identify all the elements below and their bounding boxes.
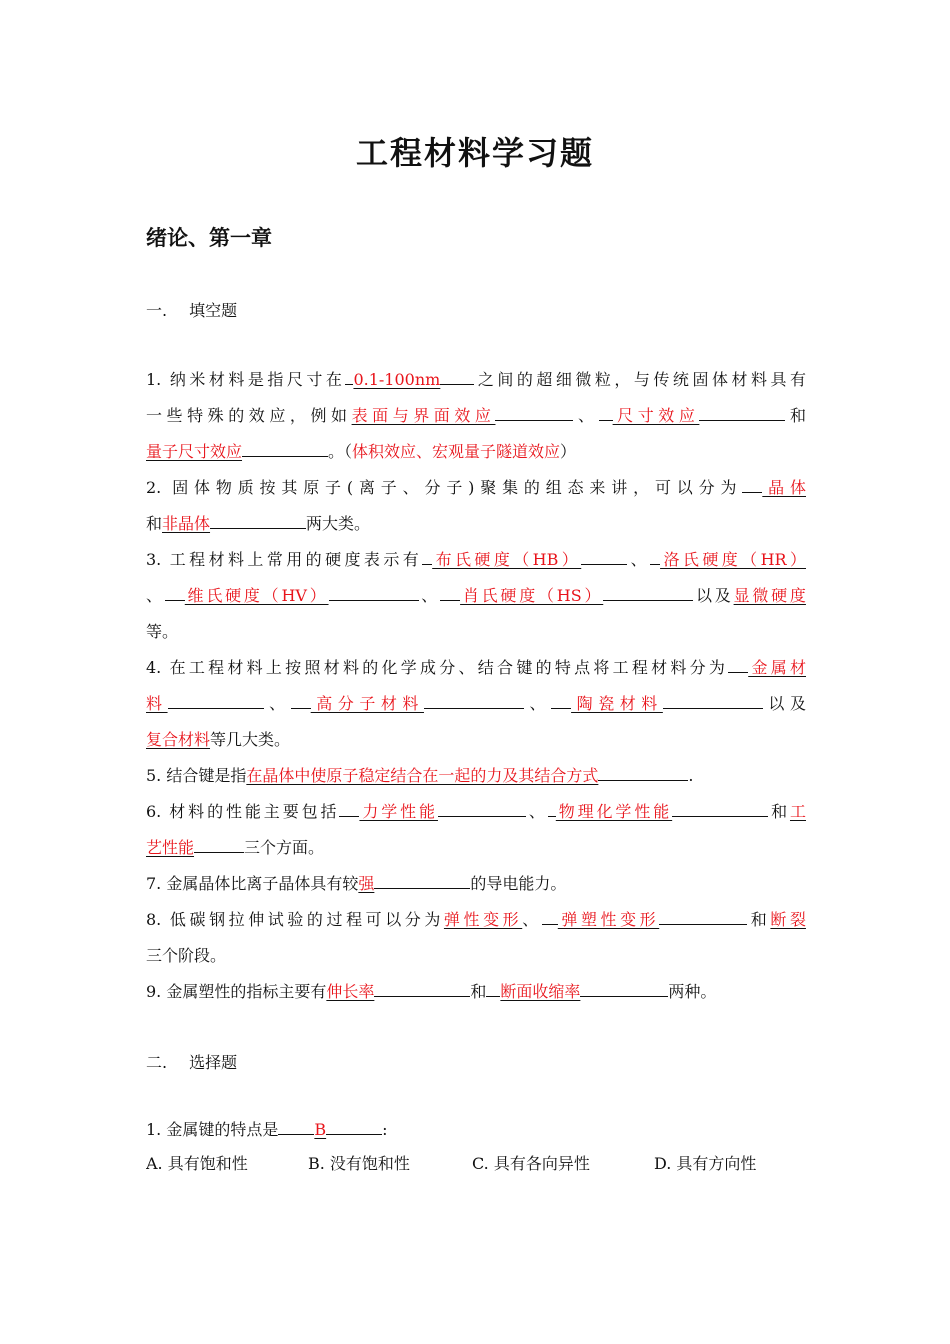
answer-text: 强 xyxy=(358,874,375,893)
question-2-line-1 xyxy=(146,470,806,506)
answer-text: 弹塑性变形 xyxy=(557,910,660,929)
section-label: 填空题 xyxy=(189,301,238,320)
answer-text: 弹性变形 xyxy=(443,910,523,929)
answer-text: 伸长率 xyxy=(326,982,375,1001)
question-text: 、 xyxy=(525,802,548,821)
question-1-line-3 xyxy=(146,434,806,470)
question-text: 、 xyxy=(522,910,542,929)
section-number: 一. xyxy=(146,301,168,320)
question-text: 以及 xyxy=(693,586,734,605)
question-text: 、 xyxy=(627,550,651,569)
question-6-line-2 xyxy=(146,830,806,866)
question-text: 等几大类。 xyxy=(210,730,291,749)
answer-text: 工 xyxy=(789,802,806,821)
question-text: 。（ xyxy=(328,442,353,461)
question-text: 三个阶段。 xyxy=(146,946,227,965)
question-1-line-1 xyxy=(146,362,806,398)
option-c: C. 具有各向异性 xyxy=(472,1154,590,1173)
question-text: 和 xyxy=(785,406,806,425)
question-text: . xyxy=(688,766,694,785)
section-heading-multiple-choice xyxy=(146,1050,237,1073)
document-title: 工程材料学习题 xyxy=(355,134,594,172)
question-text: 8. 低碳钢拉伸试验的过程可以分为 xyxy=(146,910,444,929)
question-text: 和 xyxy=(747,910,771,929)
answer-text: 洛氏硬度（HR） xyxy=(660,550,806,569)
question-text: 、 xyxy=(523,694,552,713)
answer-text: 艺性能 xyxy=(146,838,195,857)
question-text: 2. 固体物质按其原子(离子、分子)聚集的组态来讲，可以分为 xyxy=(146,478,743,497)
question-text: 1. 金属键的特点是 xyxy=(146,1120,279,1139)
question-text: 等。 xyxy=(146,622,179,641)
answer-text: 肖氏硬度（HS） xyxy=(460,586,604,605)
question-text: 5. 结合键是指 xyxy=(146,766,247,785)
question-text: 4. 在工程材料上按照材料的化学成分、结合键的特点将工程材料分为 xyxy=(146,658,729,677)
answer-text: 布氏硬度（HB） xyxy=(432,550,582,569)
option-d: D. 具有方向性 xyxy=(654,1154,757,1173)
question-text: 7. 金属晶体比离子晶体具有较 xyxy=(146,874,359,893)
answer-text: 在晶体中使原子稳定结合在一起的力及其结合方式 xyxy=(246,766,599,785)
question-3-line-2 xyxy=(146,578,806,614)
question-2-line-2 xyxy=(146,506,806,542)
question-text: 、 xyxy=(263,694,291,713)
section-label: 选择题 xyxy=(189,1053,238,1072)
question-7-line-1 xyxy=(146,866,806,902)
answer-text: 晶体 xyxy=(762,478,806,497)
section-number: 二. xyxy=(146,1053,168,1072)
option-a: A. 具有饱和性 xyxy=(146,1154,248,1173)
question-text: 和 xyxy=(146,514,163,533)
question-3-line-3 xyxy=(146,614,806,650)
answer-text: 量子尺寸效应 xyxy=(146,442,243,461)
question-1-line-2 xyxy=(146,398,806,434)
answer-text: 力学性能 xyxy=(359,802,438,821)
question-text: 一些特殊的效应，例如 xyxy=(146,406,352,425)
question-text: 、 xyxy=(573,406,599,425)
question-text: 两大类。 xyxy=(306,514,371,533)
answer-text: 表面与界面效应 xyxy=(351,406,496,425)
section-heading-fill-in xyxy=(146,298,237,321)
mc-question-1-options xyxy=(146,1146,806,1182)
question-text: 三个方面。 xyxy=(244,838,325,857)
question-text: : xyxy=(382,1120,388,1139)
question-5-line-1 xyxy=(146,758,806,794)
answer-text: 物理化学性能 xyxy=(555,802,673,821)
question-text: 两种。 xyxy=(668,982,717,1001)
question-6-line-1 xyxy=(146,794,806,830)
answer-text: 尺寸效应 xyxy=(612,406,700,425)
question-text: 以及 xyxy=(762,694,806,713)
question-text: 1. 纳米材料是指尺寸在 xyxy=(146,370,346,389)
mc-question-1-stem xyxy=(146,1112,806,1148)
question-text: 9. 金属塑性的指标主要有 xyxy=(146,982,327,1001)
question-text: 、 xyxy=(418,586,441,605)
answer-text: 料 xyxy=(146,694,168,713)
answer-text: 复合材料 xyxy=(146,730,211,749)
answer-text: 断裂 xyxy=(770,910,806,929)
answer-text: 显微硬度 xyxy=(733,586,806,605)
answer-text: 维氏硬度（HV） xyxy=(184,586,329,605)
question-text: 3. 工程材料上常用的硬度表示有 xyxy=(146,550,423,569)
question-text: ） xyxy=(560,442,577,461)
answer-text: 0.1-100nm xyxy=(353,370,441,389)
question-4-line-3 xyxy=(146,722,806,758)
answer-text: 断面收缩率 xyxy=(500,982,581,1001)
question-8-line-1 xyxy=(146,902,806,938)
option-b: B. 没有饱和性 xyxy=(308,1154,410,1173)
question-3-line-1 xyxy=(146,542,806,578)
question-8-line-2 xyxy=(146,938,806,974)
question-text: 的导电能力。 xyxy=(470,874,567,893)
answer-text: 非晶体 xyxy=(162,514,211,533)
answer-text: 陶瓷材料 xyxy=(571,694,663,713)
question-text: 、 xyxy=(146,586,165,605)
chapter-heading: 绪论、第一章 xyxy=(146,226,272,250)
question-text: 6. 材料的性能主要包括 xyxy=(146,802,340,821)
question-text: 和 xyxy=(768,802,790,821)
question-4-line-2 xyxy=(146,686,806,722)
question-9-line-1 xyxy=(146,974,806,1010)
answer-text: B xyxy=(314,1120,327,1139)
answer-text: 高分子材料 xyxy=(310,694,424,713)
answer-text: 体积效应、宏观量子隧道效应 xyxy=(352,442,561,461)
question-4-line-1 xyxy=(146,650,806,686)
question-text: 和 xyxy=(470,982,487,1001)
answer-text: 金属材 xyxy=(748,658,806,677)
question-text: 之间的超细微粒，与传统固体材料具有 xyxy=(474,370,806,389)
